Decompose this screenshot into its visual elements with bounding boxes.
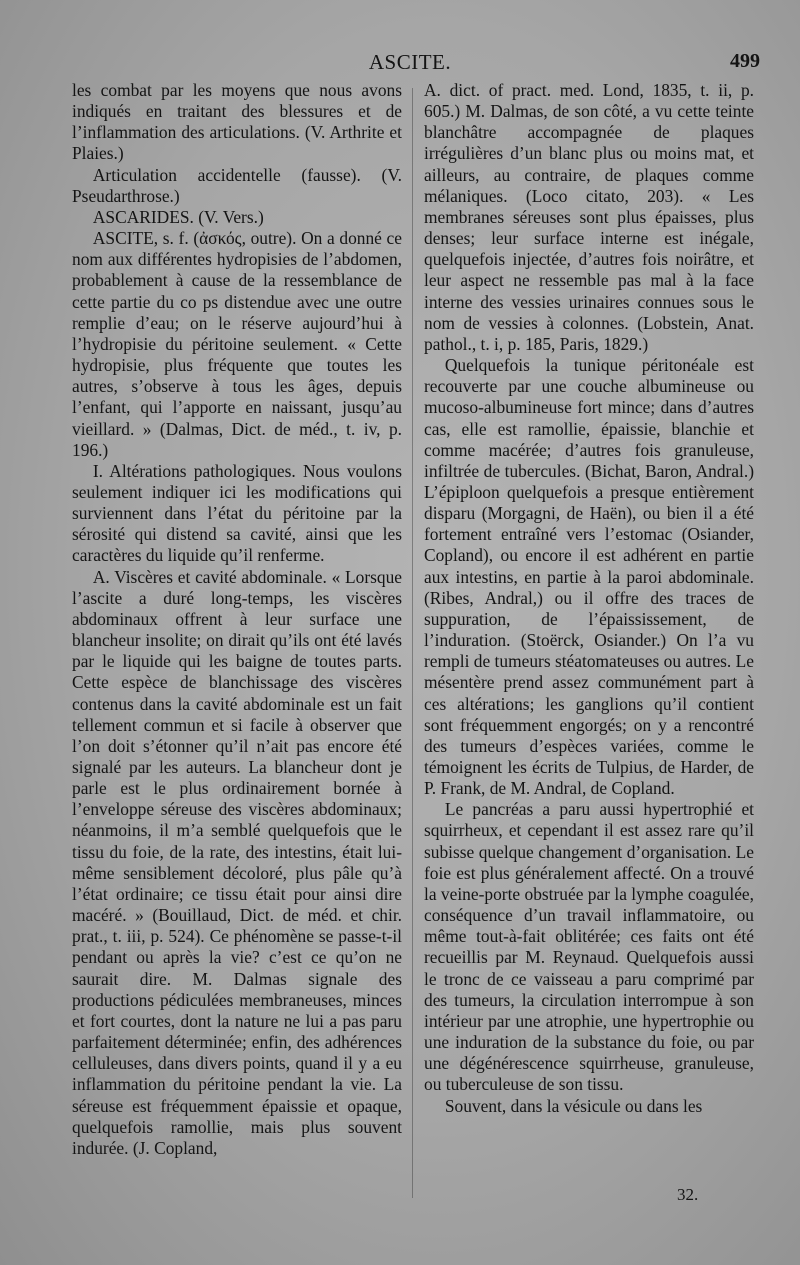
signature-mark: 32. (677, 1185, 699, 1204)
paragraph: ASCARIDES. (V. Vers.) (92, 206, 264, 227)
running-title: ASCITE. (368, 50, 452, 74)
page-header (60, 50, 760, 78)
paragraph: ASCITE, s. f. (ἀσκός, outre). On a donné ce nom aux différentes hydropisies de l’abdomen, probablement à cause de la ressemblance de cette partie du co ps distendue avec une outre remplie d’eau; on le réserve aujourd’hui à l’hydropisie du péritoine seulement. « Cette hydropisie, plus fréquente que toutes les autres, s’observe à tous les âges, depuis l’enfant, qui l’apporte en naissant, jusqu’au vieillard. » (Dalmas, Dict. de méd., t. iv, p. 196.) (72, 228, 402, 460)
left-column (72, 80, 402, 1159)
paragraph: Souvent, dans la vésicule ou dans les (444, 1095, 703, 1116)
page-number: 499 (730, 50, 760, 72)
paragraph: Articulation accidentelle (fausse). (V. Pseudarthrose.) (72, 164, 402, 206)
paragraph: Le pancréas a paru aussi hypertrophié et squirrheux, et cependant il est assez rare qu’il subisse quelque changement d’organisation. Le foie est plus généralement affecté. On a trouvé la veine-porte obstruée par la lymphe coagulée, conséquence d’un travail inflammatoire, ou même tout-à-fait oblitérée; ces faits ont été recueillis par M. Reynaud. Quelquefois aussi le tronc de ce vaisseau a paru comprimé par des tumeurs, la circulation interrompue à son intérieur par une atrophie, une hypertrophie ou une induration de la substance du foie, ou par une dégénérescence squirrheuse, granuleuse, ou tuberculeuse de son tissu. (424, 799, 754, 1095)
column-divider (412, 88, 413, 1198)
paragraph: les combat par les moyens que nous avons indiqués en traitant des blessures et de l’inflammation des articulations. (V. Arthrite et Plaies.) (72, 80, 402, 164)
paragraph: Quelquefois la tunique péritonéale est recouverte par une couche albumineuse ou mucoso-albumineuse fort mince; dans d’autres cas, elle est ramollie, épaissie, blanchie et comme macérée; d’autres fois granuleuse, infiltrée de tubercules. (Bichat, Baron, Andral.) L’épiploon quelquefois a presque entièrement disparu (Morgagni, de Haën), ou bien il a été fortement entraîné vers l’estomac (Osiander, Copland), ou encore il est adhérent en partie aux intestins, en partie à la paroi abdominale. (Ribes, Andral,) ou il offre des traces de suppuration, de l’épaississement, de l’induration. (Stoërck, Osiander.) On l’a vu rempli de tumeurs stéatomateuses ou autres. Le mésentère prend assez communément part à ces altérations; les ganglions qu’il contient sont fréquemment engorgés; on y a rencontré des tumeurs d’espèces variées, comme le témoignent les écrits de Tulpius, de Harder, de P. Frank, de M. Andral, de Copland. (424, 355, 754, 799)
paragraph: I. Altérations pathologiques. Nous voulons seulement indiquer ici les modifications qui surviennent dans l’état du péritoine par la sérosité qui distend sa cavité, ainsi que les caractères du liquide qu’il renferme. (72, 460, 402, 566)
right-column (424, 80, 754, 1117)
paragraph: A. Viscères et cavité abdominale. « Lorsque l’ascite a duré long-temps, les viscères abdominaux offrent à leur surface une blancheur insolite; on dirait qu’ils ont été lavés par le liquide qui les baigne de toutes parts. Cette espèce de blanchissage des viscères contenus dans la cavité abdominale est un fait tellement commun et si facile à observer que l’on doit s’étonner qu’il n’ait pas encore été signalé par les auteurs. La blancheur dont je parle est le plus ordinairement bornée à l’enveloppe séreuse des viscères abdominaux; néanmoins, il m’a semblé quelquefois que le tissu du foie, de la rate, des intestins, était lui-même sensiblement décoloré, plus pâle qu’à l’état ordinaire; ce tissu était pour ainsi dire macéré. » (Bouillaud, Dict. de méd. et chir. prat., t. iii, p. 524). Ce phénomène se passe-t-il pendant ou après la vie? c’est ce qu’on ne saurait dire. M. Dalmas signale des productions pédiculées membraneuses, minces et fort courtes, dont la nature ne lui a pas paru parfaitement déterminée; enfin, des adhérences celluleuses, dans divers points, quand il y a eu inflammation du péritoine pendant la vie. La séreuse est fréquemment épaissie et opaque, quelquefois ramollie, mais plus souvent indurée. (J. Copland, (72, 566, 402, 1158)
paragraph: A. dict. of pract. med. Lond, 1835, t. ii, p. 605.) M. Dalmas, de son côté, a vu cette teinte blanchâtre accompagnée de plaques irrégulières d’un blanc plus ou moins mat, et ailleurs, au contraire, de plaques comme mélaniques. (Loco citato, 203). « Les membranes séreuses sont plus épaisses, plus denses; leur surface interne est inégale, quelquefois injectée, d’autres fois noirâtre, et leur aspect ne ressemble pas mal à la face interne des vessies urinaires connues sous le nom de vessies à colonnes. (Lobstein, Anat. pathol., t. i, p. 185, Paris, 1829.) (424, 80, 754, 354)
